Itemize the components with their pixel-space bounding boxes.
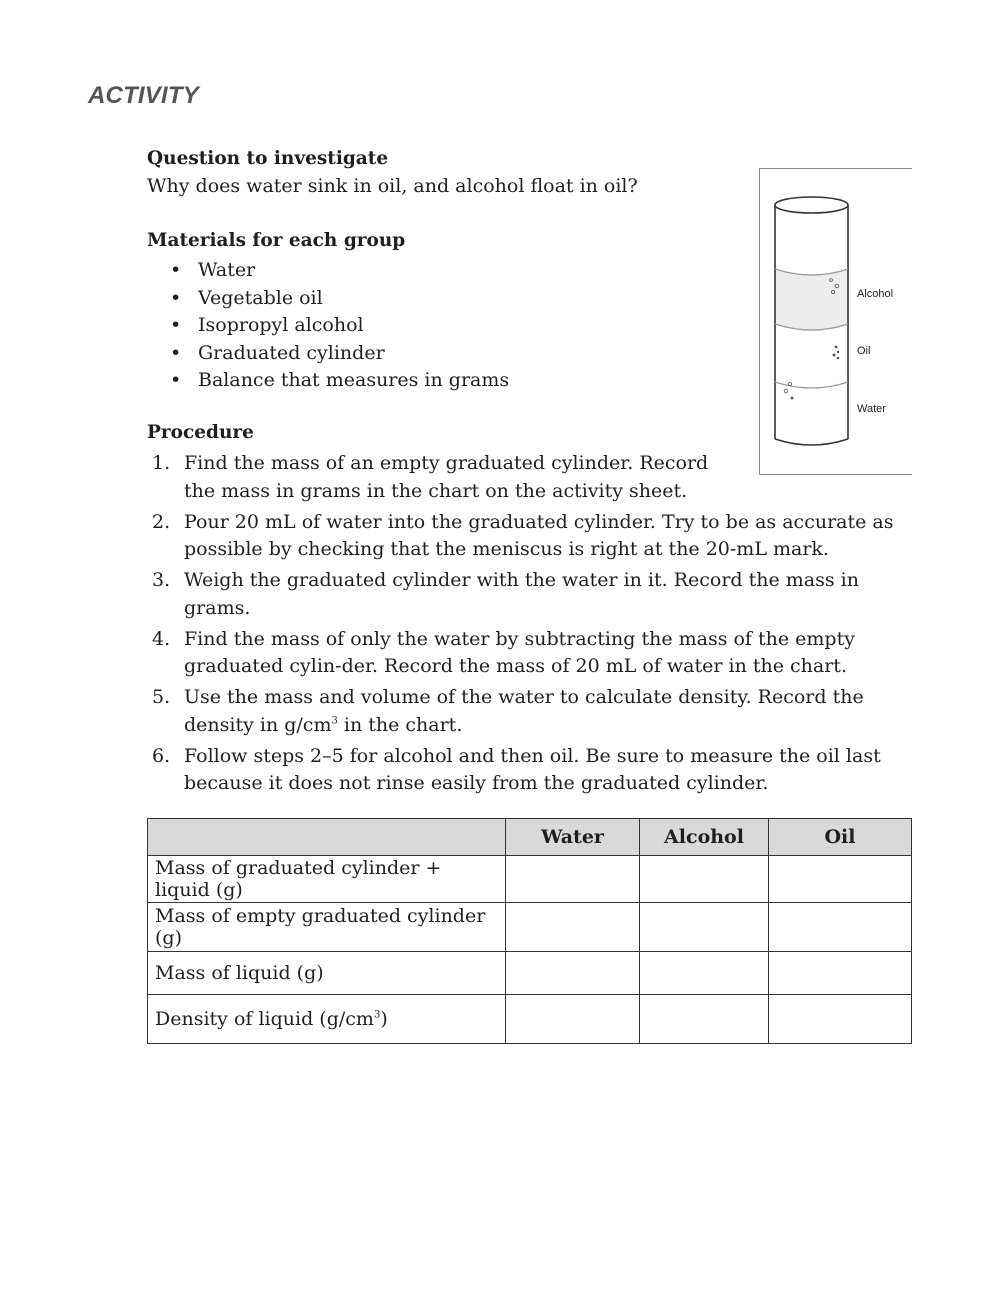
procedure-heading: Procedure (147, 422, 254, 443)
data-table (147, 818, 912, 1044)
graduated-cylinder-illustration (760, 169, 912, 474)
question-text: Why does water sink in oil, and alcohol float in oil? (147, 175, 638, 197)
entry-cell[interactable] (506, 903, 640, 952)
procedure-step: 4. Find the mass of only the water by subtracting the mass of the empty graduated cylin-der. Record the mass of 20 mL of water in the chart. (152, 627, 855, 677)
oil-label: Oil (857, 345, 871, 357)
table-row (148, 952, 912, 995)
table-header-row (148, 819, 912, 856)
entry-cell[interactable] (769, 995, 912, 1044)
water-label: Water (857, 403, 886, 415)
entry-cell[interactable] (640, 856, 769, 903)
table-row (148, 856, 912, 903)
entry-cell[interactable] (640, 952, 769, 995)
procedure-step: 6. Follow steps 2–5 for alcohol and then oil. Be sure to measure the oil last because it does not rinse easily from the graduated cylinder. (152, 744, 881, 794)
row-label: Mass of liquid (g) (148, 952, 506, 995)
procedure-list (147, 450, 912, 801)
row-label: Mass of empty graduated cylinder (g) (148, 903, 506, 952)
list-item: • Balance that measures in grams (170, 369, 510, 391)
entry-cell[interactable] (506, 995, 640, 1044)
header-blank-cell (148, 819, 506, 856)
entry-cell[interactable] (769, 856, 912, 903)
row-label: Density of liquid $(g/cm^3)$ (148, 995, 506, 1044)
entry-cell[interactable] (640, 903, 769, 952)
list-item: • Vegetable oil (170, 286, 323, 309)
row-label: Mass of graduated cylinder + liquid (g) (148, 856, 506, 903)
entry-cell[interactable] (769, 952, 912, 995)
table-row (148, 995, 912, 1044)
column-header-alcohol: Alcohol (640, 819, 769, 856)
list-item: • Isopropyl alcohol (170, 314, 364, 336)
question-heading: Question to investigate (147, 148, 389, 169)
procedure-step: 1. Find the mass of an empty graduated cylinder. Record the mass in grams in the chart on the activity sheet. (152, 452, 709, 502)
entry-cell[interactable] (640, 995, 769, 1044)
materials-list (170, 257, 509, 395)
procedure-step: 3. Weigh the graduated cylinder with the water in it. Record the mass in grams. (152, 569, 859, 619)
alcohol-label: Alcohol (857, 288, 894, 300)
column-header-oil: Oil (769, 819, 912, 856)
entry-cell[interactable] (506, 952, 640, 995)
entry-cell[interactable] (506, 856, 640, 903)
cylinder-figure (759, 168, 912, 475)
column-header-water: Water (506, 819, 640, 856)
procedure-step: 5. Use the mass and volume of the water to calculate density. Record the density in $g/cm^3$ in the chart. (152, 686, 864, 736)
table-row (148, 903, 912, 952)
materials-heading: Materials for each group (147, 230, 406, 251)
procedure-step: 2. Pour 20 mL of water into the graduated cylinder. Try to be as accurate as possible by checking that the meniscus is right at the 20-mL mark. (152, 510, 894, 560)
list-item: • Water (170, 259, 256, 281)
list-item: • Graduated cylinder (170, 341, 385, 364)
entry-cell[interactable] (769, 903, 912, 952)
page-title: ACTIVITY (88, 82, 199, 109)
